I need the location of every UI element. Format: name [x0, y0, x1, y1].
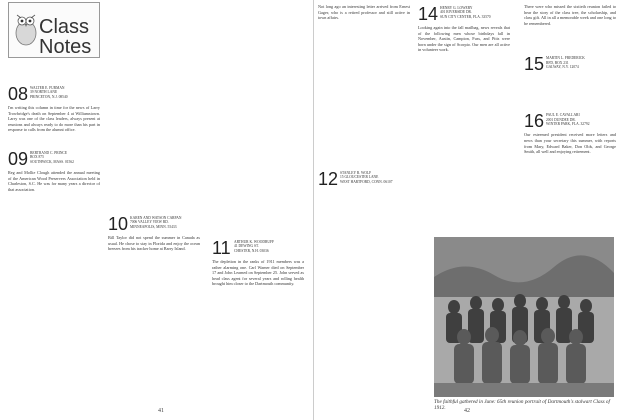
secretary-name: ARTHUR K. WOODRUFF: [234, 240, 274, 244]
masthead-title-line2: Notes: [39, 36, 92, 58]
class-secretary-address: [130, 216, 181, 229]
secretary-street: 39 NORTH LANE: [30, 90, 58, 95]
entry-header-10: [108, 216, 200, 233]
entry-header-15: [524, 56, 616, 73]
secretary-city: GALWAY, N.Y. 12074: [546, 65, 579, 70]
page-number-right: 42: [464, 408, 470, 414]
secretary-street: 2001 DUNDEE DR.: [546, 117, 576, 122]
class-secretary-address: [440, 6, 491, 19]
class-year-number: 10: [108, 214, 129, 234]
class-secretary-address: [340, 171, 393, 184]
column-text: Our esteemed president received more letters and news than your secretary this summer, with reports from Mary, Edward Baker, Don Olds, and George Smith, all well and enjoying retirement.: [524, 132, 616, 155]
class-year-number: 11: [212, 238, 231, 258]
secretary-name: STANLEY R. WOLF: [340, 170, 372, 175]
masthead-title-line1: Class: [39, 16, 90, 38]
entry-header-14: [418, 6, 510, 23]
secretary-name: WALTER E. FURMAN: [30, 86, 65, 90]
column-text: Not long ago an interesting letter arrived from Ernest Gager, who is a retired professor and still active in town affairs.: [318, 4, 410, 21]
secretary-city: CHESTER, N.H. 03036: [234, 248, 269, 253]
right-column-3: [524, 4, 616, 234]
secretary-street: 401 RIVERSIDE DR.: [440, 10, 472, 15]
left-column-3: [212, 40, 304, 414]
secretary-street: 7006 VALLEY VIEW RD.: [130, 220, 169, 225]
secretary-name: PAUL E. CAVALLARI: [546, 113, 580, 118]
column-text: There were who missed the sixtieth reunion failed to hear the story of the class tree, the scholarship, and class gift. All in all a memorable week and one long to be remembered.: [524, 4, 616, 26]
class-year-number: 12: [318, 168, 339, 189]
secretary-street: 15 GLOUCESTER LANE: [340, 175, 379, 180]
owl-illustration: [13, 7, 39, 47]
secretary-street: RFD, BOX 231: [546, 60, 569, 65]
secretary-city: WINTER PARK, FLA. 32792: [546, 122, 590, 127]
class-year-number: 08: [8, 84, 29, 104]
secretary-city: SUN CITY CENTER, FLA. 33570: [440, 14, 491, 19]
group-photo-image: [434, 237, 614, 397]
secretary-name: HENRY G. LOWERY: [440, 6, 473, 10]
entry-header-16: [524, 113, 616, 130]
class-year-number: 09: [8, 148, 29, 169]
class-notes-masthead: [8, 2, 100, 58]
class-year-number: 14: [418, 4, 439, 24]
secretary-street: BOX 875: [30, 155, 44, 160]
column-text: The depletion in the ranks of 1911 members was a rather alarming one. Carl Warner died on September 17 and John Learned on September 25. John served as head class agent for several years and rolling health brought him closer to the Dartmouth community.: [212, 259, 304, 287]
class-year-number: 16: [524, 111, 545, 132]
entry-header-12: [318, 168, 410, 189]
column-text: Looking again into the fall mailbag, news reveals that of the following men whose birthdays fall in November, Austin, Campion, Fuss, and Pitts were born under the sign of Scorpio. Our men are all active in volunteer work.: [418, 25, 510, 53]
secretary-name: BERTRAND C. PRINCE: [30, 150, 68, 155]
left-column-1: [8, 84, 100, 414]
entry-header-09: [8, 148, 100, 169]
page-number-left: 41: [158, 408, 164, 414]
secretary-city: MINNEAPOLIS, MINN. 55433: [130, 224, 177, 229]
column-text: Reg and Mollie Clough attended the annual meeting of the American Wood Preservers Association held in Charleston, S.C. He was for many years a director of that association.: [8, 169, 100, 192]
column-text: Bill Taylor did not spend the summer in Canada as usual. He chose to stay in Florida and enjoy the ocean breezes from his tracker home at Barry Island.: [108, 235, 200, 252]
entry-header-08: [8, 86, 100, 103]
class-secretary-address: [30, 86, 68, 99]
secretary-city: PRINCETON, N.J. 08540: [30, 94, 68, 99]
class-year-number: 15: [524, 54, 545, 75]
photo-caption: The faithful gathered in June: 65th reunion portrait of Dartmouth's stalwart Class of 1912.: [434, 399, 610, 411]
secretary-city: SOUTHWICK, MASS. 01562: [30, 159, 74, 164]
class-secretary-address: [546, 56, 585, 69]
class-secretary-address: [546, 113, 590, 126]
class-secretary-address: [30, 151, 74, 164]
left-column-2: [108, 40, 200, 414]
secretary-city: WEST HARTFORD, CONN. 06107: [340, 179, 393, 184]
secretary-name: KAREN AND WATSON CARPAN: [130, 216, 182, 220]
reunion-group-photo: [434, 237, 614, 397]
secretary-name: MARTIN L. FREDERICK: [546, 56, 585, 61]
right-column-1: [318, 4, 410, 414]
entry-header-11: [212, 240, 304, 257]
masthead-title: [39, 17, 91, 57]
column-text: I'm writing this column in time for the news of Larry Trowbridge's death on September 4 at Williamstown. Larry was one of the class leaders, always present at reunions and always ready to do more than his part in response to calls from the alumni office.: [8, 105, 100, 133]
class-secretary-address: [234, 240, 274, 253]
secretary-street: 41 DEWING ST.: [234, 244, 259, 249]
